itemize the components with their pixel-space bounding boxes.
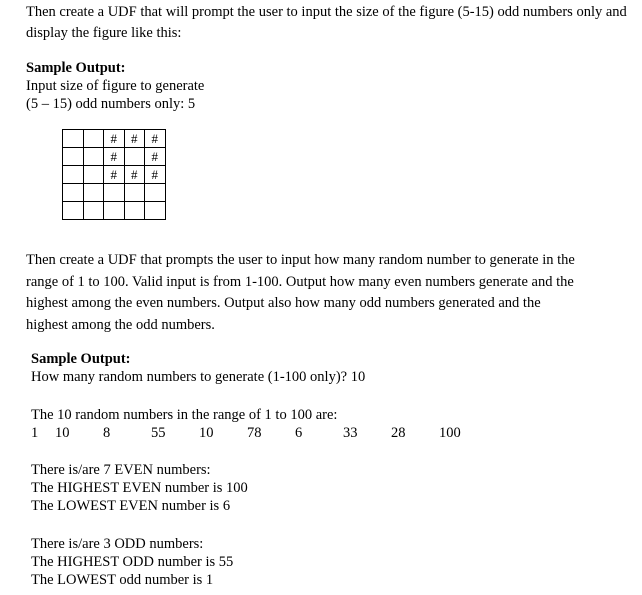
random-number: 78 bbox=[247, 425, 262, 441]
figure-grid bbox=[62, 129, 166, 220]
sample-output-heading-2: Sample Output: bbox=[31, 351, 131, 367]
task2-line-2: range of 1 to 100. Valid input is from 1-100. Output how many even numbers generate and the bbox=[26, 274, 574, 290]
grid-cell: # bbox=[145, 130, 166, 148]
grid-cell bbox=[83, 148, 104, 166]
even-count-line: There is/are 7 EVEN numbers: bbox=[31, 462, 211, 478]
grid-cell bbox=[124, 184, 145, 202]
odd-count-line: There is/are 3 ODD numbers: bbox=[31, 536, 204, 552]
odd-highest-line: The HIGHEST ODD number is 55 bbox=[31, 554, 234, 570]
grid-cell bbox=[83, 130, 104, 148]
random-number: 55 bbox=[151, 425, 166, 441]
random-numbers-row bbox=[31, 424, 491, 443]
grid-cell bbox=[124, 202, 145, 220]
intro-line-2: display the figure like this: bbox=[26, 25, 182, 41]
random-number: 33 bbox=[343, 425, 358, 441]
sample-output-heading-1: Sample Output: bbox=[26, 60, 126, 76]
even-lowest-line: The LOWEST EVEN number is 6 bbox=[31, 498, 231, 514]
odd-numbers-prompt: (5 – 15) odd numbers only: 5 bbox=[26, 96, 196, 112]
random-number: 28 bbox=[391, 425, 406, 441]
random-number: 10 bbox=[199, 425, 214, 441]
grid-cell bbox=[63, 130, 84, 148]
grid-cell bbox=[63, 148, 84, 166]
task2-line-4: highest among the odd numbers. bbox=[26, 317, 215, 333]
grid-cell bbox=[63, 184, 84, 202]
odd-lowest-line: The LOWEST odd number is 1 bbox=[31, 572, 214, 588]
grid-cell: # bbox=[124, 166, 145, 184]
random-number: 1 bbox=[31, 425, 39, 441]
random-number: 100 bbox=[439, 425, 461, 441]
grid-cell bbox=[83, 202, 104, 220]
grid-cell: # bbox=[145, 148, 166, 166]
task2-line-3: highest among the even numbers. Output also how many odd numbers generated and the bbox=[26, 295, 541, 311]
grid-cell bbox=[104, 184, 125, 202]
grid-row bbox=[63, 184, 166, 202]
grid-cell bbox=[145, 202, 166, 220]
random-number: 10 bbox=[55, 425, 70, 441]
intro-line-1: Then create a UDF that will prompt the user to input the size of the figure (5-15) odd numbers only and bbox=[26, 4, 627, 20]
random-count-question: How many random numbers to generate (1-100 only)? 10 bbox=[31, 369, 366, 385]
grid-cell bbox=[63, 166, 84, 184]
input-size-prompt: Input size of figure to generate bbox=[26, 78, 205, 94]
even-highest-line: The HIGHEST EVEN number is 100 bbox=[31, 480, 248, 496]
grid-cell bbox=[145, 184, 166, 202]
grid-row bbox=[63, 202, 166, 220]
task2-line-1: Then create a UDF that prompts the user to input how many random number to generate in the bbox=[26, 252, 575, 268]
grid-row bbox=[63, 130, 166, 148]
grid-cell: # bbox=[104, 148, 125, 166]
grid-cell: # bbox=[104, 130, 125, 148]
grid-cell bbox=[63, 202, 84, 220]
grid-cell: # bbox=[104, 166, 125, 184]
grid-cell bbox=[104, 202, 125, 220]
random-number: 6 bbox=[295, 425, 303, 441]
grid-row bbox=[63, 148, 166, 166]
grid-cell bbox=[83, 184, 104, 202]
grid-cell: # bbox=[145, 166, 166, 184]
grid-cell bbox=[83, 166, 104, 184]
range-line: The 10 random numbers in the range of 1 to 100 are: bbox=[31, 407, 338, 423]
grid-row bbox=[63, 166, 166, 184]
grid-cell: # bbox=[124, 130, 145, 148]
grid-cell bbox=[124, 148, 145, 166]
random-number: 8 bbox=[103, 425, 111, 441]
